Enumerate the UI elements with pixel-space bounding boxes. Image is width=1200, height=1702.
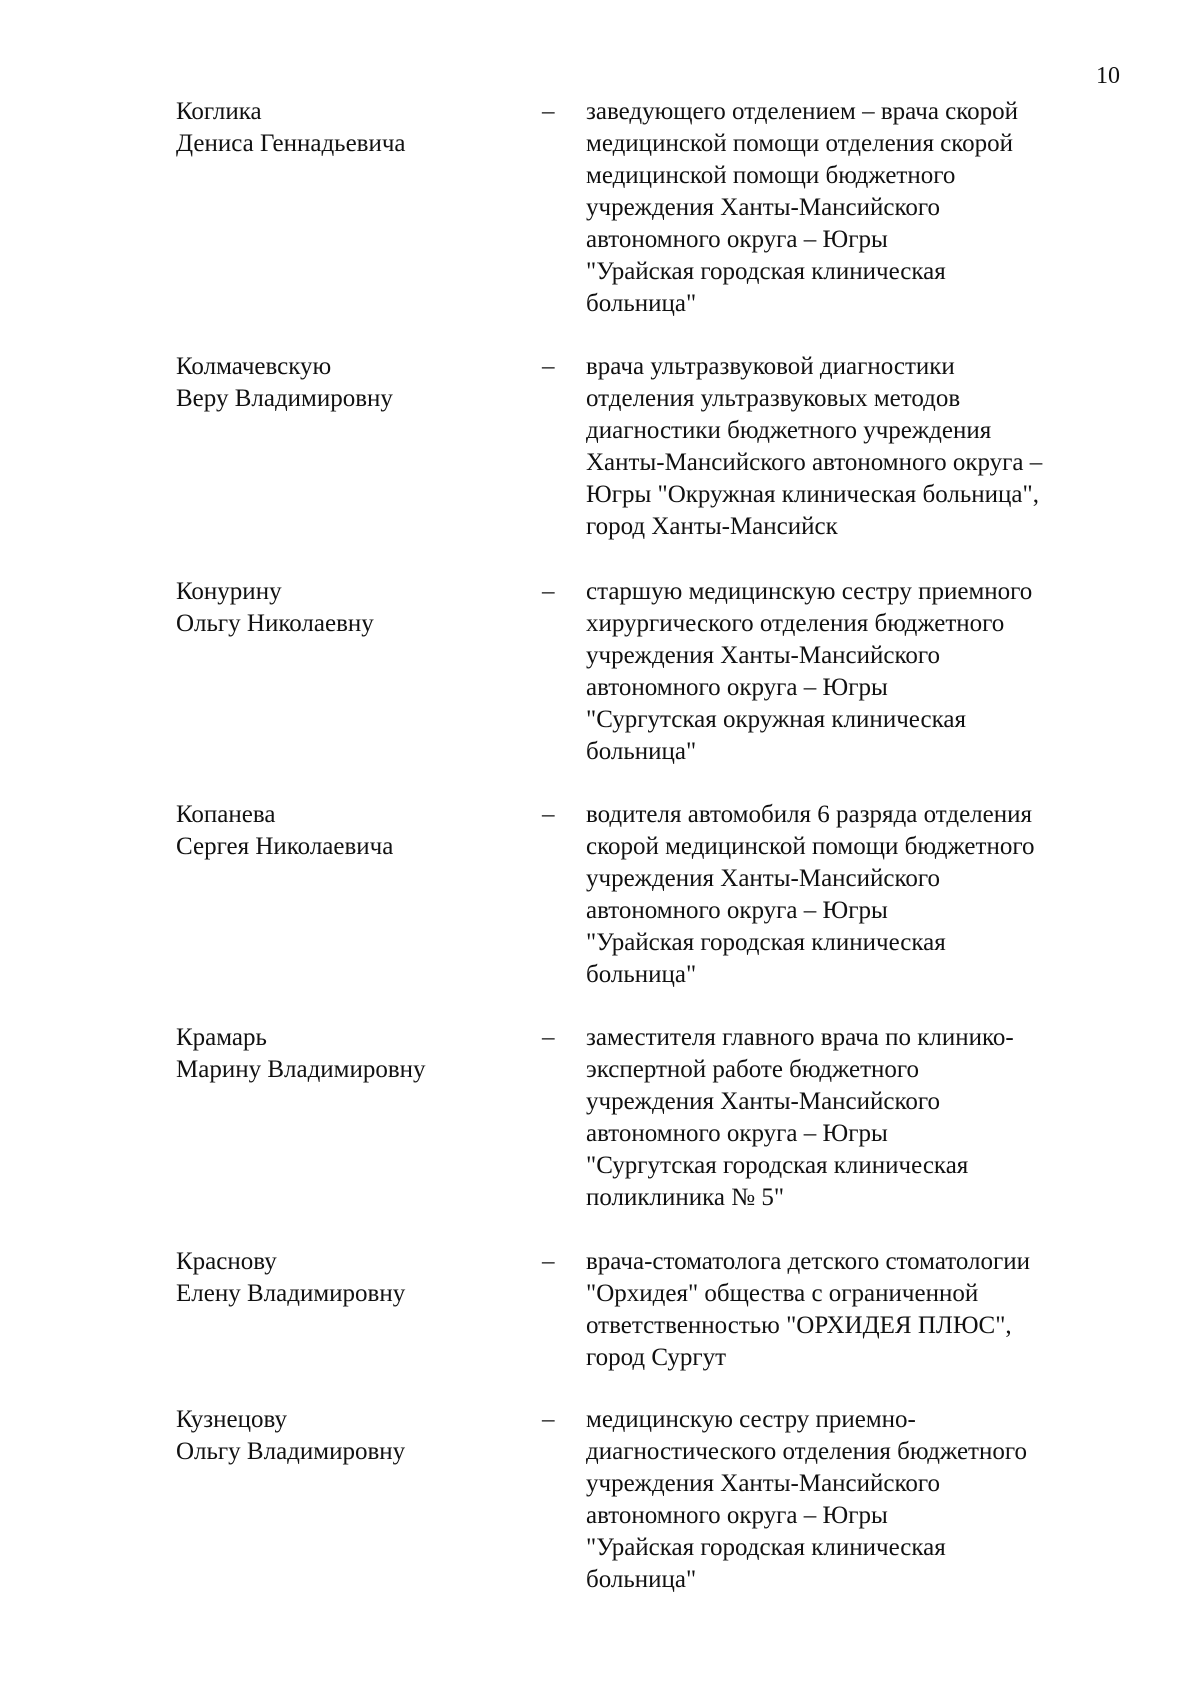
description-line: заведующего отделением – врача скорой [586,98,1019,125]
person-name [176,96,506,160]
person-name [176,576,506,640]
person-name [176,1022,506,1086]
surname: Копанева [176,801,276,828]
position-description [586,576,1146,768]
description-line: город Сургут [586,1344,727,1371]
description-line: "Урайская городская клиническая [586,258,946,285]
separator-dash: – [542,353,555,380]
description-line: "Сургутская городская клиническая [586,1152,969,1179]
description-line: диагностики бюджетного учреждения [586,417,992,444]
person-name [176,351,506,415]
position-description [586,799,1146,991]
description-line: учреждения Ханты-Мансийского [586,642,941,669]
description-line: автономного округа – Югры [586,897,888,924]
description-line: учреждения Ханты-Мансийского [586,194,941,221]
given-names: Елену Владимировну [176,1280,406,1307]
page-number: 10 [1096,63,1120,89]
description-line: учреждения Ханты-Мансийского [586,865,941,892]
description-line: медицинской помощи бюджетного [586,162,956,189]
description-line: врача ультразвуковой диагностики [586,353,955,380]
description-line: хирургического отделения бюджетного [586,610,1005,637]
description-line: город Ханты-Мансийск [586,513,838,540]
description-line: Югры "Окружная клиническая больница", [586,481,1039,508]
description-line: диагностического отделения бюджетного [586,1438,1027,1465]
description-line: автономного округа – Югры [586,674,888,701]
separator-dash: – [542,578,555,605]
given-names: Дениса Геннадьевича [176,130,406,157]
position-description [586,1022,1146,1214]
surname: Кузнецову [176,1406,287,1433]
separator-dash: – [542,1248,555,1275]
description-line: "Урайская городская клиническая [586,929,946,956]
description-line: учреждения Ханты-Мансийского [586,1088,941,1115]
separator-dash: – [542,801,555,828]
description-line: врача-стоматолога детского стоматологии [586,1248,1031,1275]
separator-dash: – [542,1406,555,1433]
given-names: Веру Владимировну [176,385,393,412]
description-line: автономного округа – Югры [586,226,888,253]
person-name [176,1246,506,1310]
description-line: "Сургутская окружная клиническая [586,706,966,733]
given-names: Ольгу Владимировну [176,1438,406,1465]
description-line: водителя автомобиля 6 разряда отделения [586,801,1032,828]
surname: Коглика [176,98,262,125]
person-name [176,799,506,863]
separator-dash: – [542,1024,555,1051]
given-names: Марину Владимировну [176,1056,426,1083]
surname: Конурину [176,578,282,605]
position-description [586,1246,1146,1374]
description-line: медицинской помощи отделения скорой [586,130,1014,157]
description-line: "Орхидея" общества с ограниченной [586,1280,979,1307]
description-line: больница" [586,738,697,765]
surname: Колмачевскую [176,353,332,380]
description-line: больница" [586,1566,697,1593]
description-line: отделения ультразвуковых методов [586,385,961,412]
position-description [586,1404,1146,1596]
description-line: ответственностью "ОРХИДЕЯ ПЛЮС", [586,1312,1012,1339]
description-line: учреждения Ханты-Мансийского [586,1470,941,1497]
description-line: Ханты-Мансийского автономного округа – [586,449,1043,476]
description-line: скорой медицинской помощи бюджетного [586,833,1035,860]
position-description [586,351,1146,543]
description-line: больница" [586,290,697,317]
description-line: медицинскую сестру приемно- [586,1406,916,1433]
description-line: заместителя главного врача по клинико- [586,1024,1014,1051]
person-name [176,1404,506,1468]
description-line: автономного округа – Югры [586,1502,888,1529]
surname: Краснову [176,1248,277,1275]
description-line: автономного округа – Югры [586,1120,888,1147]
surname: Крамарь [176,1024,267,1051]
given-names: Ольгу Николаевну [176,610,374,637]
description-line: экспертной работе бюджетного [586,1056,920,1083]
description-line: старшую медицинскую сестру приемного [586,578,1033,605]
description-line: больница" [586,961,697,988]
position-description [586,96,1146,320]
description-line: "Урайская городская клиническая [586,1534,946,1561]
separator-dash: – [542,98,555,125]
description-line: поликлиника № 5" [586,1184,785,1211]
given-names: Сергея Николаевича [176,833,394,860]
